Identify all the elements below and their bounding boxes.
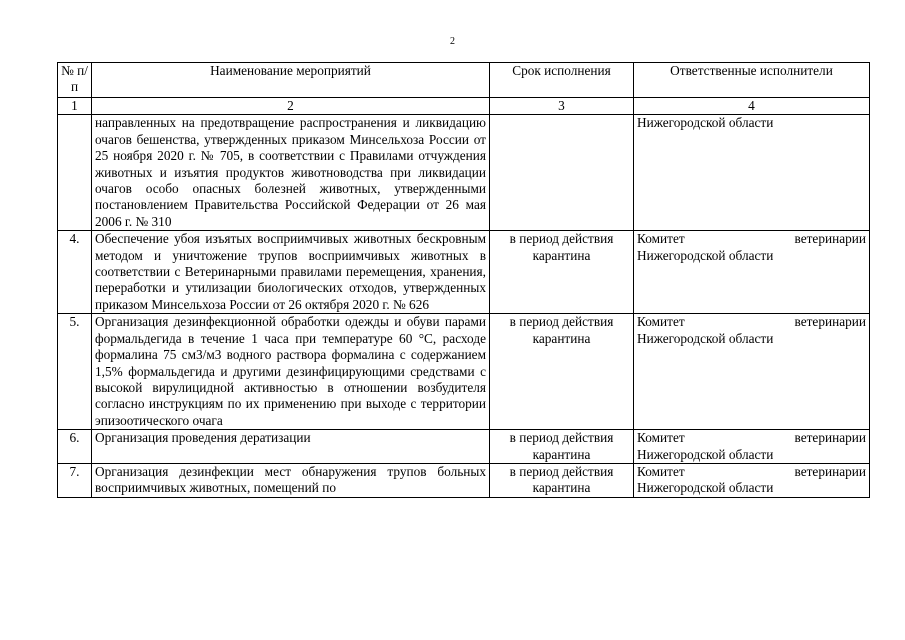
row-term: в период действия карантина	[490, 430, 634, 464]
table-row	[58, 115, 870, 231]
row-description: направленных на предотвращение распространения и ликвидацию очагов бешенства, утвержденных приказом Минсельхоза России от 25 ноября 2020 г. № 705, в соответствии с Правилами отчуждения животных и изъятия продуктов животноводства при ликвидации очагов особо опасных болезней животных, утвержденными постановлением Правительства Российской Федерации от 26 мая 2006 г. № 310	[92, 115, 490, 231]
row-number: 5.	[58, 314, 92, 430]
responsible-org: Нижегородской области	[637, 480, 774, 496]
row-term: в период действия карантина	[490, 231, 634, 314]
table-row	[58, 463, 870, 497]
row-responsible	[634, 430, 870, 464]
responsible-org: Нижегородской области	[637, 247, 774, 263]
row-responsible	[634, 231, 870, 314]
responsible-first-line	[637, 430, 866, 446]
table-row	[58, 314, 870, 430]
responsible-veterinary: ветеринарии	[794, 463, 866, 479]
row-description: Организация дезинфекционной обработки одежды и обуви парами формальдегида в течение 1 часа при температуре 60 °С, расходе формалина 75 см3/м3 водного раствора формалина с содержанием 1,5% формальдегида и другими дезинфицирующими средствами с высокой вирулицидной активностью в отношении возбудителя согласно инструкциям по их применению при выходе с территории эпизоотического очага	[92, 314, 490, 430]
table-row	[58, 231, 870, 314]
row-description: Организация проведения дератизации	[92, 430, 490, 464]
row-responsible	[634, 463, 870, 497]
header-responsible: Ответственные исполнители	[634, 63, 870, 98]
row-term	[490, 115, 634, 231]
row-number: 6.	[58, 430, 92, 464]
row-description: Обеспечение убоя изъятых восприимчивых животных бескровным методом и уничтожение трупов восприимчивых животных в соответствии с Ветеринарными правилами перемещения, хранения, переработки и утилизации биологических отходов, утвержденных приказом Минсельхоза России от 26 октября 2020 г. № 626	[92, 231, 490, 314]
responsible-committee: Комитет	[637, 430, 685, 446]
row-responsible	[634, 314, 870, 430]
responsible-committee: Комитет	[637, 231, 685, 247]
page-number: 2	[450, 36, 455, 47]
responsible-first-line	[637, 314, 866, 330]
column-number: 4	[634, 98, 870, 115]
column-number-row	[58, 98, 870, 115]
responsible-org: Нижегородской области	[637, 446, 774, 462]
responsible-veterinary: ветеринарии	[794, 231, 866, 247]
row-term: в период действия карантина	[490, 463, 634, 497]
responsible-committee: Комитет	[637, 314, 685, 330]
row-responsible	[634, 115, 870, 231]
row-number: 7.	[58, 463, 92, 497]
measures-table	[57, 62, 870, 498]
responsible-committee: Комитет	[637, 463, 685, 479]
column-number: 2	[92, 98, 490, 115]
responsible-org: Нижегородской области	[637, 115, 774, 131]
responsible-first-line	[637, 231, 866, 247]
responsible-veterinary: ветеринарии	[794, 430, 866, 446]
table-header-row	[58, 63, 870, 98]
responsible-veterinary: ветеринарии	[794, 314, 866, 330]
header-number: № п/п	[58, 63, 92, 98]
header-term: Срок исполнения	[490, 63, 634, 98]
row-description: Организация дезинфекции мест обнаружения трупов больных восприимчивых животных, помещений по	[92, 463, 490, 497]
row-number: 4.	[58, 231, 92, 314]
responsible-org: Нижегородской области	[637, 330, 774, 346]
table-row	[58, 430, 870, 464]
row-term: в период действия карантина	[490, 314, 634, 430]
header-measures: Наименование мероприятий	[92, 63, 490, 98]
column-number: 3	[490, 98, 634, 115]
column-number: 1	[58, 98, 92, 115]
row-number	[58, 115, 92, 231]
responsible-first-line	[637, 464, 866, 480]
